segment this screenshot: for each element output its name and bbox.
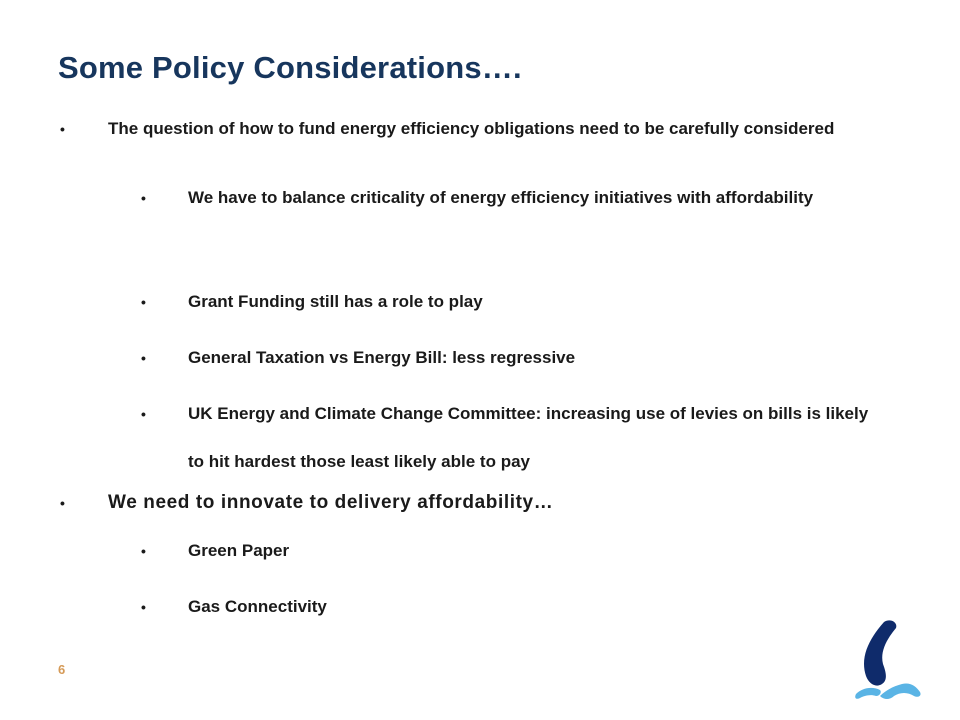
bullet-level2 xyxy=(141,390,888,486)
bullet-level2 xyxy=(141,583,888,631)
bullet-text: We need to innovate to delivery affordability… xyxy=(108,492,554,513)
logo-flame-shape xyxy=(864,620,896,685)
bullet-level1 xyxy=(60,117,848,141)
bullet-text: Grant Funding still has a role to play xyxy=(188,292,483,311)
bullet-text: Green Paper xyxy=(188,541,290,560)
bullet-dot-icon: • xyxy=(141,406,146,422)
bullet-dot-icon: • xyxy=(141,294,146,310)
slide-title: Some Policy Considerations…. xyxy=(58,50,522,85)
bullet-text: We have to balance criticality of energy efficiency initiatives with affordability xyxy=(188,188,814,207)
bullet-text: The question of how to fund energy efficiency obligations need to be carefully considered xyxy=(108,119,835,138)
bullet-level2 xyxy=(141,278,888,326)
bullet-dot-icon: • xyxy=(60,121,65,137)
logo-flame-shape xyxy=(880,683,921,699)
bullet-dot-icon: • xyxy=(141,350,146,366)
bullet-level2 xyxy=(141,527,888,575)
bullet-text: General Taxation vs Energy Bill: less regressive xyxy=(188,348,576,367)
bullet-level1 xyxy=(60,491,848,515)
bullet-dot-icon: • xyxy=(141,190,146,206)
bullet-level2 xyxy=(141,174,888,222)
bullet-dot-icon: • xyxy=(141,599,146,615)
flame-logo-icon xyxy=(850,618,926,704)
bullet-dot-icon: • xyxy=(141,543,146,559)
bullet-dot-icon: • xyxy=(60,495,66,511)
bullet-text: Gas Connectivity xyxy=(188,597,327,616)
logo-flame-shape xyxy=(855,688,881,699)
bullet-level2 xyxy=(141,334,888,382)
page-number: 6 xyxy=(58,662,66,677)
bullet-text: UK Energy and Climate Change Committee: increasing use of levies on bills is likely to hit hardest those least likely able to pay xyxy=(188,404,869,471)
